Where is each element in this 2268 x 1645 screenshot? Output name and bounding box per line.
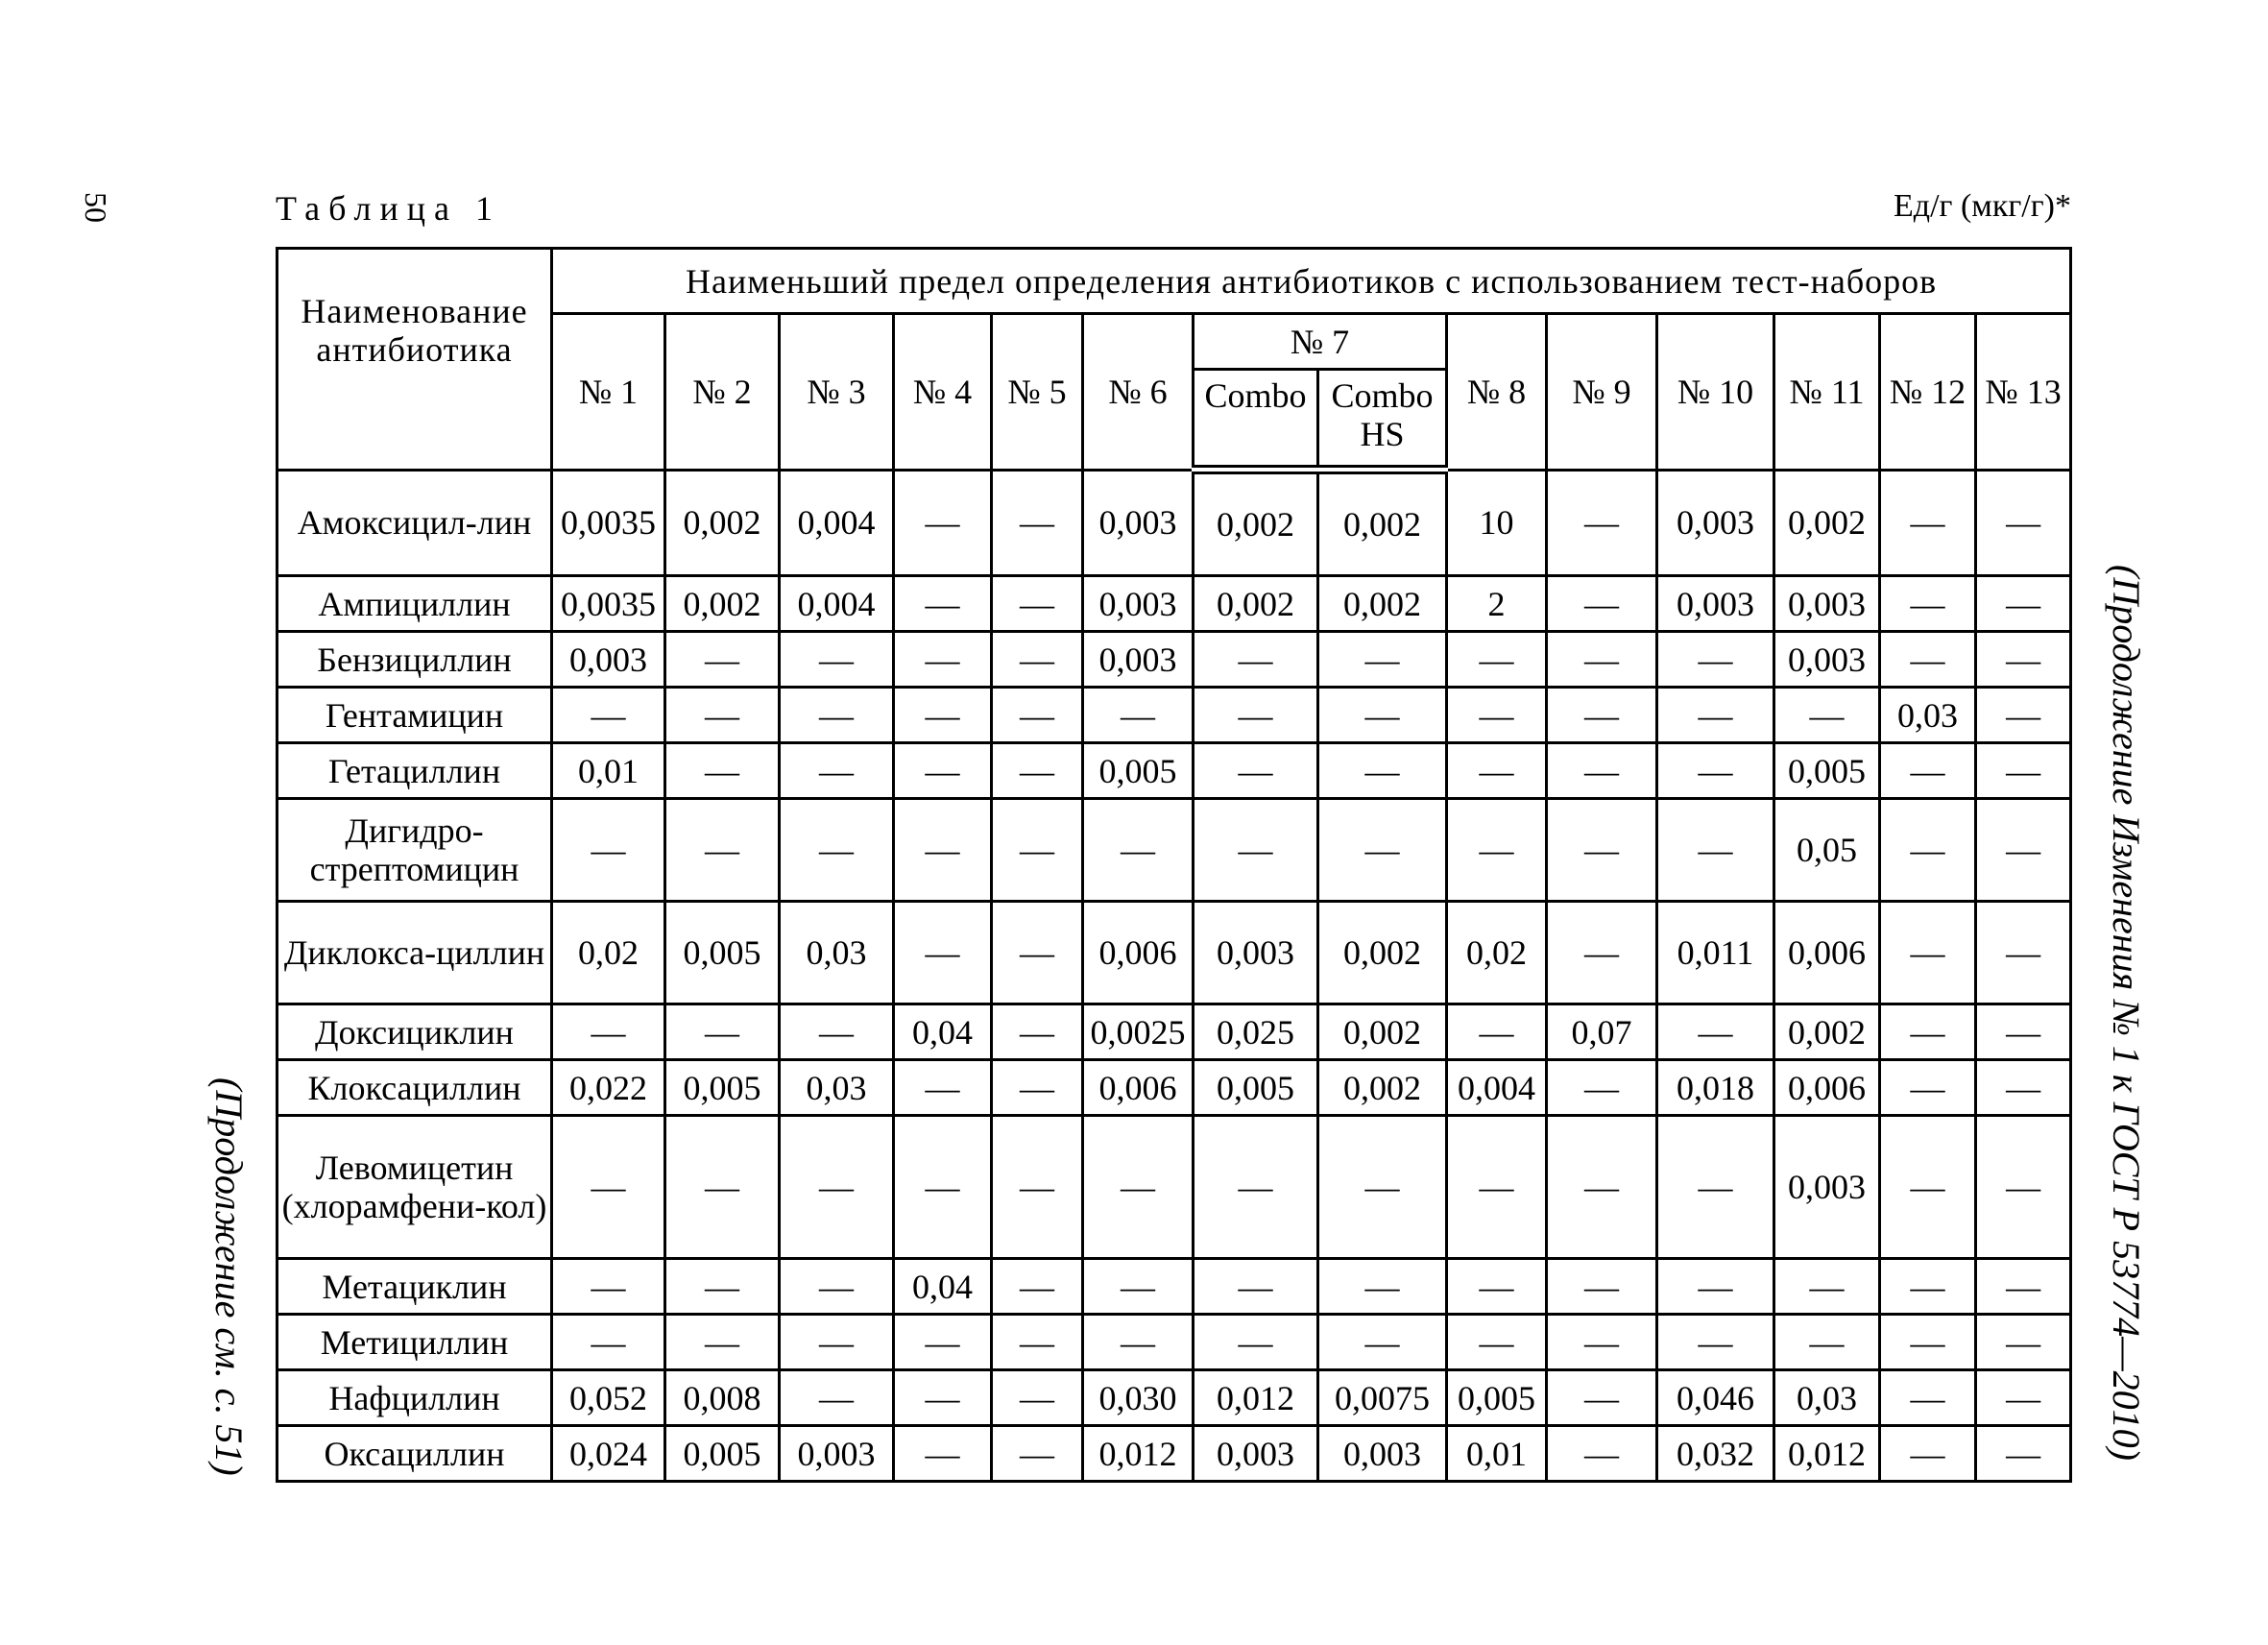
value-cell: 0,006 (1083, 1060, 1194, 1116)
value-cell: 0,003 (1774, 632, 1880, 688)
value-cell: — (780, 1116, 894, 1259)
kit-header: № 6 (1083, 314, 1194, 471)
value-cell: — (1976, 902, 2071, 1004)
value-cell: 0,005 (665, 902, 780, 1004)
value-cell: — (1547, 576, 1657, 632)
value-cell: — (1547, 1370, 1657, 1426)
value-cell: — (1774, 1259, 1880, 1315)
value-cell: — (1657, 632, 1774, 688)
value-cell: — (1657, 799, 1774, 902)
value-cell: — (1880, 1315, 1976, 1370)
table-row (277, 1259, 2071, 1315)
value-cell: 0,003 (1774, 1116, 1880, 1259)
value-cell: — (1547, 743, 1657, 799)
value-cell: 0,002 (1318, 576, 1447, 632)
value-cell: — (1657, 1259, 1774, 1315)
value-cell: — (665, 743, 780, 799)
value-cell: — (1547, 688, 1657, 743)
table-row (277, 799, 2071, 902)
antibiotic-name-cell: Клоксациллин (277, 1060, 552, 1116)
value-cell: 0,012 (1194, 1370, 1318, 1426)
value-cell: — (1976, 1315, 2071, 1370)
table-body (277, 470, 2071, 1482)
value-cell: — (1318, 1259, 1447, 1315)
value-cell: 0,003 (1318, 1426, 1447, 1482)
value-cell: — (1880, 1004, 1976, 1060)
value-cell: — (552, 1004, 665, 1060)
value-cell: — (552, 1315, 665, 1370)
value-cell: 0,01 (1447, 1426, 1547, 1482)
value-cell: — (1083, 688, 1194, 743)
kit-header: № 12 (1880, 314, 1976, 471)
value-cell: — (780, 632, 894, 688)
value-cell: — (1447, 1116, 1547, 1259)
value-cell: 0,022 (552, 1060, 665, 1116)
antibiotic-name-cell: Оксациллин (277, 1426, 552, 1482)
value-cell: — (992, 743, 1083, 799)
value-cell: — (1318, 799, 1447, 902)
value-cell: 0,046 (1657, 1370, 1774, 1426)
value-cell: 0,005 (1194, 1060, 1318, 1116)
value-cell: 0,04 (894, 1004, 992, 1060)
kit-header: № 8 (1447, 314, 1547, 471)
value-cell: — (665, 1315, 780, 1370)
value-cell: 0,005 (1774, 743, 1880, 799)
value-cell: — (780, 1315, 894, 1370)
value-cell: — (1547, 632, 1657, 688)
value-cell: 2 (1447, 576, 1547, 632)
value-cell: — (1194, 1116, 1318, 1259)
table-row (277, 1004, 2071, 1060)
value-cell: 0,003 (1774, 576, 1880, 632)
value-cell: 0,02 (1447, 902, 1547, 1004)
antibiotic-name-cell: Бензициллин (277, 632, 552, 688)
value-cell: — (1083, 1116, 1194, 1259)
value-cell: — (1976, 799, 2071, 902)
value-cell: 0,004 (1447, 1060, 1547, 1116)
value-cell: — (665, 632, 780, 688)
value-cell: — (1976, 576, 2071, 632)
value-cell: 0,004 (780, 470, 894, 576)
value-cell: — (992, 470, 1083, 576)
value-cell: 0,0025 (1083, 1004, 1194, 1060)
value-cell: — (665, 688, 780, 743)
value-cell: — (1976, 632, 2071, 688)
value-cell: — (894, 799, 992, 902)
value-cell: — (1547, 1116, 1657, 1259)
value-cell: — (992, 688, 1083, 743)
value-cell: 0,006 (1774, 902, 1880, 1004)
value-cell: 0,002 (1194, 470, 1318, 576)
value-cell: 0,005 (1083, 743, 1194, 799)
value-cell: 0,006 (1774, 1060, 1880, 1116)
antibiotic-name-header: Наименование антибиотика (277, 249, 552, 471)
kit7-sub-header: Combo HS (1318, 370, 1447, 471)
kit7-sub-header: Combo (1194, 370, 1318, 471)
value-cell: — (780, 799, 894, 902)
value-cell: — (1547, 799, 1657, 902)
value-cell: — (1976, 1426, 2071, 1482)
antibiotic-name-cell: Метициллин (277, 1315, 552, 1370)
value-cell: 0,005 (1447, 1370, 1547, 1426)
value-cell: — (1976, 743, 2071, 799)
table-row (277, 1370, 2071, 1426)
value-cell: — (665, 1116, 780, 1259)
value-cell: 0,01 (552, 743, 665, 799)
kit-header: № 11 (1774, 314, 1880, 471)
antibiotic-name-cell: Метациклин (277, 1259, 552, 1315)
value-cell: — (992, 1426, 1083, 1482)
table-row (277, 1315, 2071, 1370)
value-cell: — (552, 688, 665, 743)
antibiotic-name-cell: Ампициллин (277, 576, 552, 632)
value-cell: — (1194, 799, 1318, 902)
value-cell: — (1447, 688, 1547, 743)
value-cell: 0,030 (1083, 1370, 1194, 1426)
value-cell: 0,07 (1547, 1004, 1657, 1060)
value-cell: — (1194, 632, 1318, 688)
value-cell: — (1657, 1116, 1774, 1259)
continuation-note-left: (Продолжение см. с. 51) (207, 1077, 251, 1476)
value-cell: — (992, 632, 1083, 688)
antibiotics-table (276, 247, 2072, 1483)
value-cell: — (1880, 1060, 1976, 1116)
antibiotic-name-cell: Доксициклин (277, 1004, 552, 1060)
antibiotic-name-cell: Нафциллин (277, 1370, 552, 1426)
value-cell: — (992, 902, 1083, 1004)
value-cell: 0,005 (665, 1060, 780, 1116)
value-cell: 0,003 (1083, 632, 1194, 688)
value-cell: — (1880, 1259, 1976, 1315)
value-cell: — (1880, 632, 1976, 688)
table-row (277, 1116, 2071, 1259)
value-cell: — (665, 1259, 780, 1315)
value-cell: — (1083, 1315, 1194, 1370)
value-cell: 0,02 (552, 902, 665, 1004)
value-cell: 0,03 (780, 902, 894, 1004)
value-cell: 0,003 (1083, 470, 1194, 576)
value-cell: — (1774, 1315, 1880, 1370)
value-cell: 0,003 (1657, 576, 1774, 632)
value-cell: — (894, 743, 992, 799)
value-cell: 0,03 (1880, 688, 1976, 743)
antibiotic-name-cell: Левомицетин (хлорамфени-кол) (277, 1116, 552, 1259)
value-cell: — (1880, 576, 1976, 632)
value-cell: — (992, 1259, 1083, 1315)
value-cell: — (1976, 1060, 2071, 1116)
value-cell: — (894, 688, 992, 743)
kit-header: № 4 (894, 314, 992, 471)
value-cell: 0,0075 (1318, 1370, 1447, 1426)
kit-header: № 10 (1657, 314, 1774, 471)
table-row (277, 470, 2071, 576)
value-cell: 0,04 (894, 1259, 992, 1315)
value-cell: — (552, 1259, 665, 1315)
value-cell: — (1318, 688, 1447, 743)
value-cell: — (1880, 470, 1976, 576)
value-cell: — (1547, 1315, 1657, 1370)
value-cell: 0,002 (665, 576, 780, 632)
value-cell: 0,025 (1194, 1004, 1318, 1060)
value-cell: — (1447, 799, 1547, 902)
value-cell: — (1447, 1315, 1547, 1370)
value-cell: 0,0035 (552, 576, 665, 632)
value-cell: 0,05 (1774, 799, 1880, 902)
kit-header: № 3 (780, 314, 894, 471)
value-cell: — (1880, 1370, 1976, 1426)
value-cell: — (894, 1116, 992, 1259)
value-cell: — (894, 1315, 992, 1370)
value-cell: — (1318, 632, 1447, 688)
value-cell: 0,002 (1194, 576, 1318, 632)
value-cell: — (1194, 688, 1318, 743)
value-cell: — (1774, 688, 1880, 743)
value-cell: — (1447, 1004, 1547, 1060)
value-cell: 0,003 (552, 632, 665, 688)
value-cell: — (992, 799, 1083, 902)
page-number: 50 (79, 192, 113, 223)
value-cell: — (1657, 743, 1774, 799)
value-cell: — (552, 1116, 665, 1259)
value-cell: — (992, 1116, 1083, 1259)
value-cell: 0,005 (665, 1426, 780, 1482)
kit-header: № 7 (1194, 314, 1447, 370)
table-row (277, 902, 2071, 1004)
table-row (277, 743, 2071, 799)
value-cell: — (1547, 1426, 1657, 1482)
value-cell: — (780, 1004, 894, 1060)
value-cell: 0,018 (1657, 1060, 1774, 1116)
value-cell: — (552, 799, 665, 902)
value-cell: — (992, 1060, 1083, 1116)
value-cell: 0,032 (1657, 1426, 1774, 1482)
value-cell: — (1083, 1259, 1194, 1315)
value-cell: 0,004 (780, 576, 894, 632)
value-cell: — (780, 1259, 894, 1315)
value-cell: 0,002 (665, 470, 780, 576)
value-cell: 0,052 (552, 1370, 665, 1426)
value-cell: — (992, 1370, 1083, 1426)
value-cell: 0,024 (552, 1426, 665, 1482)
value-cell: — (1083, 799, 1194, 902)
value-cell: 0,006 (1083, 902, 1194, 1004)
antibiotic-name-cell: Дигидро-стрептомицин (277, 799, 552, 902)
value-cell: — (992, 1004, 1083, 1060)
value-cell: 0,003 (780, 1426, 894, 1482)
value-cell: 10 (1447, 470, 1547, 576)
value-cell: 0,0035 (552, 470, 665, 576)
table-row (277, 1060, 2071, 1116)
value-cell: — (1976, 688, 2071, 743)
value-cell: — (1194, 1259, 1318, 1315)
value-cell: — (992, 1315, 1083, 1370)
value-cell: — (1547, 1060, 1657, 1116)
value-cell: — (665, 1004, 780, 1060)
value-cell: — (1976, 1004, 2071, 1060)
value-cell: — (1194, 743, 1318, 799)
value-cell: — (894, 902, 992, 1004)
table-caption: Таблица 1 (276, 189, 501, 228)
value-cell: — (894, 1370, 992, 1426)
antibiotic-name-cell: Гентамицин (277, 688, 552, 743)
antibiotic-name-cell: Амоксицил-лин (277, 470, 552, 576)
continuation-note-right: (Продолжение Изменения № 1 к ГОСТ Р 53774—2010) (2105, 565, 2148, 1461)
value-cell: 0,002 (1318, 1004, 1447, 1060)
value-cell: 0,03 (1774, 1370, 1880, 1426)
table-row (277, 1426, 2071, 1482)
value-cell: — (1976, 1259, 2071, 1315)
value-cell: 0,002 (1774, 1004, 1880, 1060)
value-cell: — (1976, 1116, 2071, 1259)
value-cell: — (894, 470, 992, 576)
value-cell: — (1657, 1315, 1774, 1370)
value-cell: — (1447, 1259, 1547, 1315)
value-cell: 0,002 (1318, 902, 1447, 1004)
value-cell: — (894, 1426, 992, 1482)
value-cell: 0,011 (1657, 902, 1774, 1004)
value-cell: 0,002 (1318, 470, 1447, 576)
detection-limit-header: Наименьший предел определения антибиотиков с использованием тест-наборов (552, 249, 2071, 314)
kit-header: № 13 (1976, 314, 2071, 471)
kit-header: № 1 (552, 314, 665, 471)
value-cell: — (780, 743, 894, 799)
value-cell: — (780, 688, 894, 743)
value-cell: 0,003 (1194, 902, 1318, 1004)
value-cell: — (1880, 799, 1976, 902)
kit-header: № 2 (665, 314, 780, 471)
value-cell: — (780, 1370, 894, 1426)
units-label: Ед/г (мкг/г)* (1894, 188, 2071, 224)
value-cell: — (992, 576, 1083, 632)
value-cell: — (894, 1060, 992, 1116)
value-cell: — (1547, 1259, 1657, 1315)
antibiotic-name-cell: Гетациллин (277, 743, 552, 799)
table-row (277, 632, 2071, 688)
value-cell: 0,002 (1318, 1060, 1447, 1116)
value-cell: — (1547, 470, 1657, 576)
kit-header: № 9 (1547, 314, 1657, 471)
antibiotic-name-cell: Диклокса-циллин (277, 902, 552, 1004)
value-cell: — (1318, 743, 1447, 799)
value-cell: — (1880, 1116, 1976, 1259)
value-cell: 0,002 (1774, 470, 1880, 576)
value-cell: — (1547, 902, 1657, 1004)
value-cell: — (1880, 902, 1976, 1004)
value-cell: — (1447, 743, 1547, 799)
value-cell: 0,03 (780, 1060, 894, 1116)
value-cell: — (894, 576, 992, 632)
value-cell: — (1976, 1370, 2071, 1426)
value-cell: — (1194, 1315, 1318, 1370)
value-cell: 0,003 (1194, 1426, 1318, 1482)
table-row (277, 576, 2071, 632)
value-cell: 0,012 (1774, 1426, 1880, 1482)
value-cell: — (1318, 1116, 1447, 1259)
value-cell: — (1657, 1004, 1774, 1060)
value-cell: — (1318, 1315, 1447, 1370)
value-cell: 0,003 (1083, 576, 1194, 632)
value-cell: — (665, 799, 780, 902)
kit-header: № 5 (992, 314, 1083, 471)
value-cell: 0,008 (665, 1370, 780, 1426)
value-cell: — (1880, 743, 1976, 799)
value-cell: 0,012 (1083, 1426, 1194, 1482)
value-cell: — (1447, 632, 1547, 688)
value-cell: 0,003 (1657, 470, 1774, 576)
value-cell: — (1976, 470, 2071, 576)
value-cell: — (894, 632, 992, 688)
value-cell: — (1657, 688, 1774, 743)
table-row (277, 688, 2071, 743)
value-cell: — (1880, 1426, 1976, 1482)
